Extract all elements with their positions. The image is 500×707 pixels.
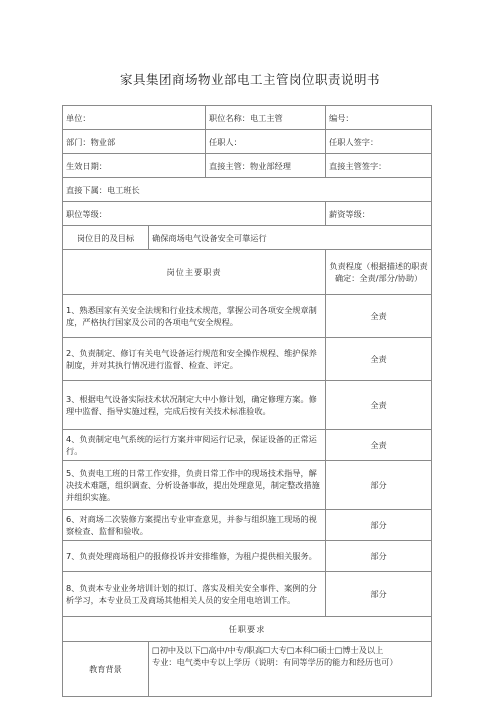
education-row: [63, 642, 432, 697]
duty-level: 全责: [326, 430, 432, 461]
purpose-label: 岗位目的及目标: [63, 226, 149, 250]
department-cell: 部门：物业部: [63, 130, 206, 154]
duty-text: 8、负责本专业业务培训计划的拟订、落实及相关安全事件、案例的分析学习，本专业员工及商场其他相关人员的安全用电培训工作。: [63, 572, 326, 617]
duty-row: [63, 430, 432, 461]
job-description-form: [62, 105, 431, 697]
info-row-1: [63, 106, 432, 130]
duty-row: [63, 541, 432, 572]
info-row-5: [63, 202, 432, 226]
duties-header-row: [63, 250, 432, 295]
appointee-cell: 任职人：: [206, 130, 326, 154]
direct-supervisor-cell: 直接主管：物业部经理: [206, 154, 326, 178]
job-description-table: [62, 105, 432, 697]
duty-row: [63, 572, 432, 617]
duty-text: 7、负责处理商场租户的报修投诉并安排维修，为租户提供相关服务。: [63, 541, 326, 572]
duty-text: 4、负责制定电气系统的运行方案并审阅运行记录，保证设备的正常运行。: [63, 430, 326, 461]
info-row-4: [63, 178, 432, 202]
salary-grade-cell: 薪资等级：: [326, 202, 432, 226]
purpose-row: [63, 226, 432, 250]
duty-row: [63, 295, 432, 338]
duties-header-right: 负责程度（根据描述的职责确定：全责/部分/协助）: [326, 250, 432, 295]
duty-row: [63, 510, 432, 541]
duty-level: 全责: [326, 295, 432, 338]
education-levels: □初中及以下□高中/中专/职高☐大专□本科☐硕士□博士及以上: [152, 645, 384, 655]
education-label: 教育背景: [63, 642, 149, 697]
requirements-header-row: [63, 617, 432, 642]
duties-header-left: 岗位主要职责: [63, 250, 326, 295]
info-row-2: [63, 130, 432, 154]
duty-text: 2、负责制定、修订有关电气设备运行规范和安全操作规程、维护保养制度，并对其执行情况进行监督、检查、评定。: [63, 338, 326, 381]
duty-text: 5、负责电工班的日常工作安排，负责日常工作中的现场技术指导，解决技术难题，组织调查、分析设备事故，提出处理意见，制定整改措施并组织实施。: [63, 461, 326, 510]
unit-cell: 单位：: [63, 106, 206, 130]
duty-text: 3、根据电气设备实际技术状况制定大中小修计划，确定修理方案。修理中监督、指导实施过程，完成后按有关技术标准验收。: [63, 381, 326, 430]
appointee-sign-cell: 任职人签字：: [326, 130, 432, 154]
position-grade-cell: 职位等级：: [63, 202, 326, 226]
education-content: [149, 642, 432, 697]
duty-level: 全责: [326, 338, 432, 381]
education-major: 专业：电气类中专以上学历（说明：有同等学历的能力和经历也可）: [152, 657, 398, 667]
duty-level: 部分: [326, 510, 432, 541]
supervisor-sign-cell: 直接主管签字：: [326, 154, 432, 178]
duty-level: 部分: [326, 461, 432, 510]
number-cell: 编号：: [326, 106, 432, 130]
duty-level: 部分: [326, 541, 432, 572]
purpose-value: 确保商场电气设备安全可靠运行: [149, 226, 432, 250]
duty-level: 部分: [326, 572, 432, 617]
direct-subordinate-cell: 直接下属：电工班长: [63, 178, 432, 202]
duty-row: [63, 381, 432, 430]
duty-text: 6、对商场二次装修方案提出专业审查意见，并参与组织施工现场的视察检查、监督和验收。: [63, 510, 326, 541]
effective-date-cell: 生效日期：: [63, 154, 206, 178]
info-row-3: [63, 154, 432, 178]
duty-row: [63, 461, 432, 510]
duty-row: [63, 338, 432, 381]
position-name-cell: 职位名称：电工主管: [206, 106, 326, 130]
requirements-header: 任职要求: [63, 617, 432, 642]
document-title: 家具集团商场物业部电工主管岗位职责说明书: [119, 72, 380, 87]
duty-text: 1、熟悉国家有关安全法规和行业技术规范，掌握公司各项安全规章制度，严格执行国家及公司的各项电气安全规程。: [63, 295, 326, 338]
duty-level: 全责: [326, 381, 432, 430]
